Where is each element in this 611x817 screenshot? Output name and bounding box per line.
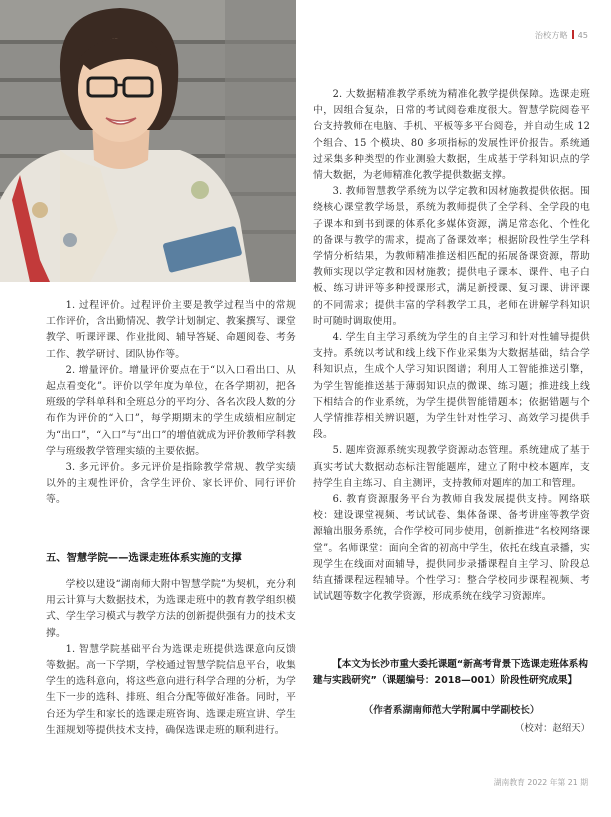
- left-column-bottom: [46, 577, 296, 739]
- paragraph: 3. 多元评价。多元评价是指除教学常规、教学实绩以外的主观性评价，含学生评价、家长评价、同行评价等。: [46, 462, 296, 506]
- page-number: 45: [577, 30, 588, 40]
- paragraph: 6. 教育资源服务平台为教师自我发展提供支持。网络联校：建设课堂视频、考试试卷、集体备课、备考讲座等教学资源输出服务系统，合作学校可同步使用，创新推进“名校网络课堂”。名师课堂：面向全省的初高中学生，依托在线直录播，实现学生在线面对面辅导，提供同步录播课程自主学习、阶段总结直播课程远程辅导。个性学习：整合学校同步课程视频、考试试题等数字化教学资源，形成系统在线学习资源库。: [313, 494, 590, 603]
- right-column: [313, 87, 590, 606]
- page-footer: 湖南教育 2022 年第 21 期: [493, 778, 588, 787]
- section-heading: 五、智慧学院——选课走班体系实施的支撑: [46, 552, 242, 564]
- paragraph: 2. 大数据精准教学系统为精准化教学提供保障。选课走班中，因组合复杂，日常的考试阅卷难度很大。智慧学院阅卷平台支持教师在电脑、手机、平板等多平台阅卷，并自动生成 12 个组合、15 个模块、80 多项指标的发展性评价报告。系统通过采集多种类型的作业测验大数据，生成基于学科知识点的学情大数据，为老师精准化教学提供数据支撑。: [313, 89, 590, 182]
- page-header: [478, 30, 588, 44]
- funding-note: 【本文为长沙市重大委托课题“新高考背景下选课走班体系构建与实践研究”（课题编号：2018—001）阶段性研究成果】: [313, 659, 588, 686]
- paragraph: 5. 题库资源系统实现教学资源动态管理。系统建成了基于真实考试大数据动态标注智能题库，建立了附中校本题库，支持学生自主练习、自主测评，支持教师对题库的加工和管理。: [313, 445, 590, 489]
- left-column-top: [46, 298, 296, 509]
- proofreader-credit: （校对：赵绍天）: [514, 723, 590, 734]
- paragraph: 4. 学生自主学习系统为学生的自主学习和针对性辅导提供支持。系统以考试和线上线下作业采集为大数据基础，结合学科知识点，生成个人学习知识图谱；利用人工智能推送引擎，为学生智能推送基于薄弱知识点的微课、练习题；推进线上线下相结合的作业系统，为学生提供智能错题本；依据错题与个人学情推荐相关辨识题，为学生针对性学习、高效学习提供手段。: [313, 332, 590, 441]
- paragraph: 学校以建设“湖南师大附中智慧学院”为契机，充分利用云计算与大数据技术，为选课走班中的教育教学组织模式、学生学习模式与教学方法的创新提供强有力的技术支撑。: [46, 579, 296, 639]
- paragraph: 1. 智慧学院基础平台为选课走班提供选课意向反馈等数据。高一下学期，学校通过智慧学院信息平台，收集学生的选科意向，将这些意向进行科学合理的分析，为学生下一步的选科、排班、组合分配等做好准备。同时，平台还为学生和家长的选课走班咨询、选课走班宣讲、学生生涯规划等提供技术支持，确保选课走班的顺利进行。: [46, 643, 296, 736]
- paragraph: 3. 教师智慧教学系统为以学定教和因材施教提供依据。围绕核心课堂教学场景，系统为教师提供了全学科、全学段的电子课本和到书到课的体系化多媒体资源，满足常态化、个性化的备课与教学的需求，提高了备课效率；根据阶段性学生学科学情分析结果，为教师精准推送相匹配的拓展备课资源，帮助教师实现以学定教和因材施教；提供电子课本、课件、电子白板、练习讲评等多种授课形式，满足新授课、复习课、讲评课的不同需求；提供丰富的学科教学工具，老师在讲解学科知识时可随时调取使用。: [313, 186, 590, 327]
- author-photo: [0, 0, 296, 282]
- header-section: 治校方略: [534, 30, 568, 40]
- paragraph: 1. 过程评价。过程评价主要是教学过程当中的常规工作评价，含出勤情况、教学计划制定、教案撰写、课堂教学、听课评课、作业批阅、辅导答疑、命题阅卷、考务工作、教学研讨、团队协作等。: [46, 300, 296, 360]
- paragraph: 2. 增量评价。增量评价要点在于“以入口看出口、从起点看变化”。评价以学年度为单位，在各学期初，把各班级的学科单科和全班总分的平均分、各名次段人数的分布作为评价的“入口”，每学期期末的学生成绩相应制定为“出口”，“入口”与“出口”的增值就成为评价教师学科教学与班级教学管理实绩的主要依据。: [46, 364, 296, 457]
- header-divider: [572, 30, 574, 39]
- author-affiliation: （作者系湖南师范大学附属中学副校长）: [363, 705, 540, 716]
